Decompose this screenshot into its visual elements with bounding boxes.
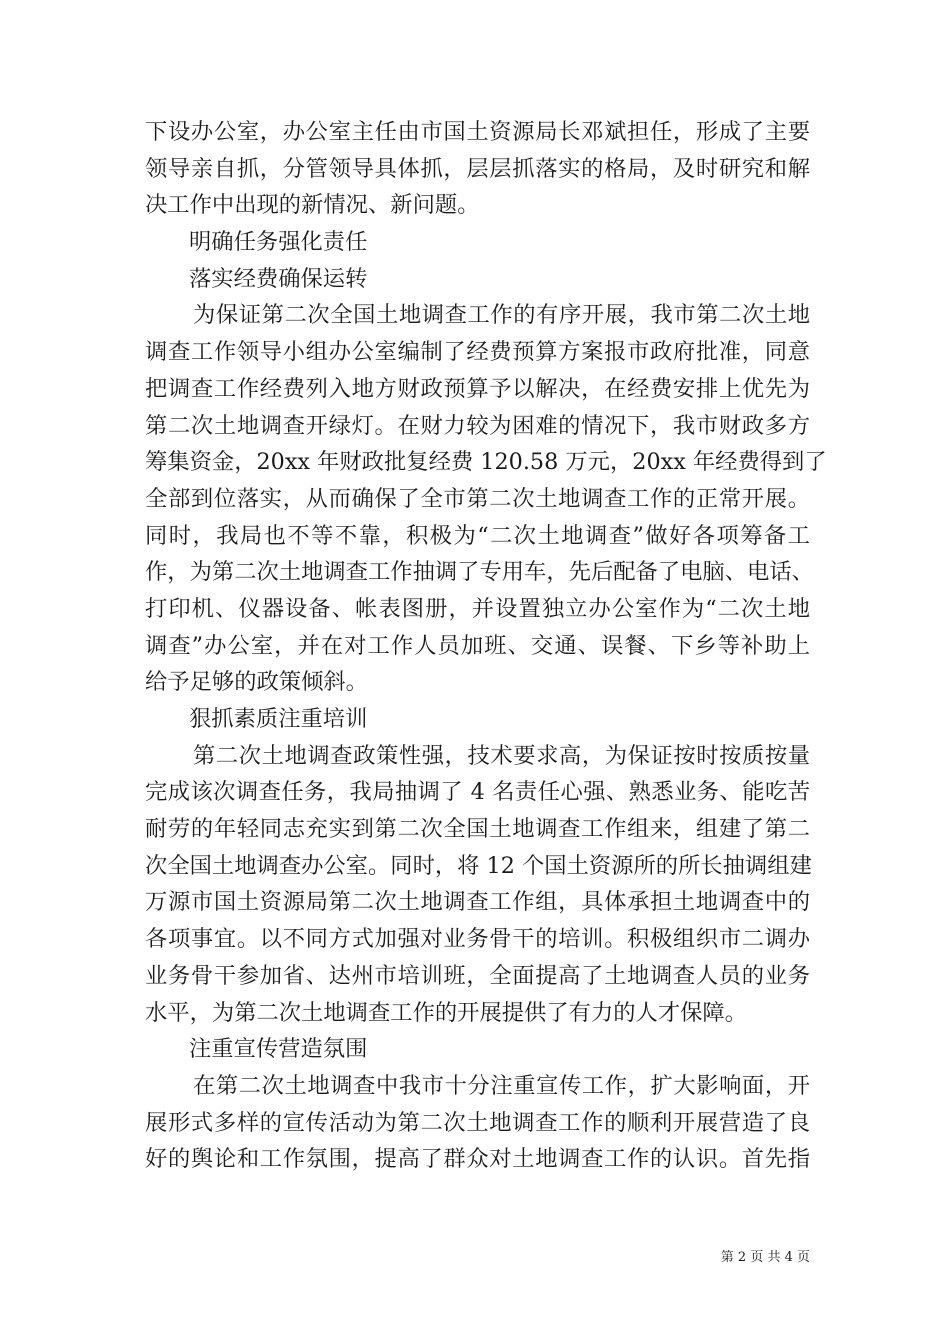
text-line: 各项事宜。以不同方式加强对业务骨干的培训。积极组织市二调办 xyxy=(145,926,810,953)
text-line: 作，为第二次土地调查工作抽调了专用车，先后配备了电脑、电话、 xyxy=(145,559,814,586)
text-line: 为保证第二次全国土地调查工作的有序开展，我市第二次土地 xyxy=(193,302,810,329)
section-heading: 明确任务强化责任 xyxy=(189,229,368,256)
text-line: 下设办公室，办公室主任由市国土资源局长邓斌担任，形成了主要 xyxy=(145,119,810,145)
text-line: 给予足够的政策倾斜。 xyxy=(145,669,368,696)
document-body xyxy=(145,114,827,1178)
text-line: 把调查工作经费列入地方财政预算予以解决，在经费安排上优先为 xyxy=(145,375,810,402)
text-line: 筹集资金，20xx 年财政批复经费 120.58 万元，20xx 年经费得到了 xyxy=(145,449,827,476)
text-line: 业务骨干参加省、达州市培训班，全面提高了土地调查人员的业务 xyxy=(145,962,810,989)
text-line: 水平，为第二次土地调查工作的开展提供了有力的人才保障。 xyxy=(145,999,748,1026)
section-heading: 注重宣传营造氛围 xyxy=(189,1036,368,1063)
text-line: 领导亲自抓，分管领导具体抓，层层抓落实的格局，及时研究和解 xyxy=(145,155,810,182)
text-line: 第二次土地调查政策性强，技术要求高，为保证按时按质按量 xyxy=(193,742,810,769)
text-line: 同时，我局也不等不靠，积极为“二次土地调查”做好各项筹备工 xyxy=(145,522,810,549)
text-line: 决工作中出现的新情况、新问题。 xyxy=(145,192,480,219)
text-line: 好的舆论和工作氛围，提高了群众对土地调查工作的认识。首先指 xyxy=(145,1146,810,1173)
text-line: 第二次土地调查开绿灯。在财力较为困难的情况下，我市财政多方 xyxy=(145,412,810,439)
text-line: 展形式多样的宣传活动为第二次土地调查工作的顺利开展营造了良 xyxy=(145,1109,810,1136)
text-line: 打印机、仪器设备、帐表图册，并设置独立办公室作为“二次土地 xyxy=(145,595,810,622)
text-line: 耐劳的年轻同志充实到第二次全国土地调查工作组来，组建了第二 xyxy=(145,816,810,843)
text-line: 调查工作领导小组办公室编制了经费预算方案报市政府批准，同意 xyxy=(145,339,810,366)
section-heading: 狠抓素质注重培训 xyxy=(189,706,368,732)
text-line: 全部到位落实，从而确保了全市第二次土地调查工作的正常开展。 xyxy=(145,485,810,512)
text-line: 完成该次调查任务，我局抽调了 4 名责任心强、熟悉业务、能吃苦 xyxy=(145,779,810,806)
page-number: 第 2 页 共 4 页 xyxy=(720,1250,810,1265)
section-heading: 落实经费确保运转 xyxy=(189,265,368,292)
text-line: 调查”办公室，并在对工作人员加班、交通、误餐、下乡等补助上 xyxy=(145,632,810,659)
text-line: 在第二次土地调查中我市十分注重宣传工作，扩大影响面，开 xyxy=(193,1072,810,1099)
text-line: 万源市国土资源局第二次土地调查工作组，具体承担土地调查中的 xyxy=(145,889,810,916)
text-line: 次全国土地调查办公室。同时，将 12 个国土资源所的所长抽调组建 xyxy=(145,852,812,879)
